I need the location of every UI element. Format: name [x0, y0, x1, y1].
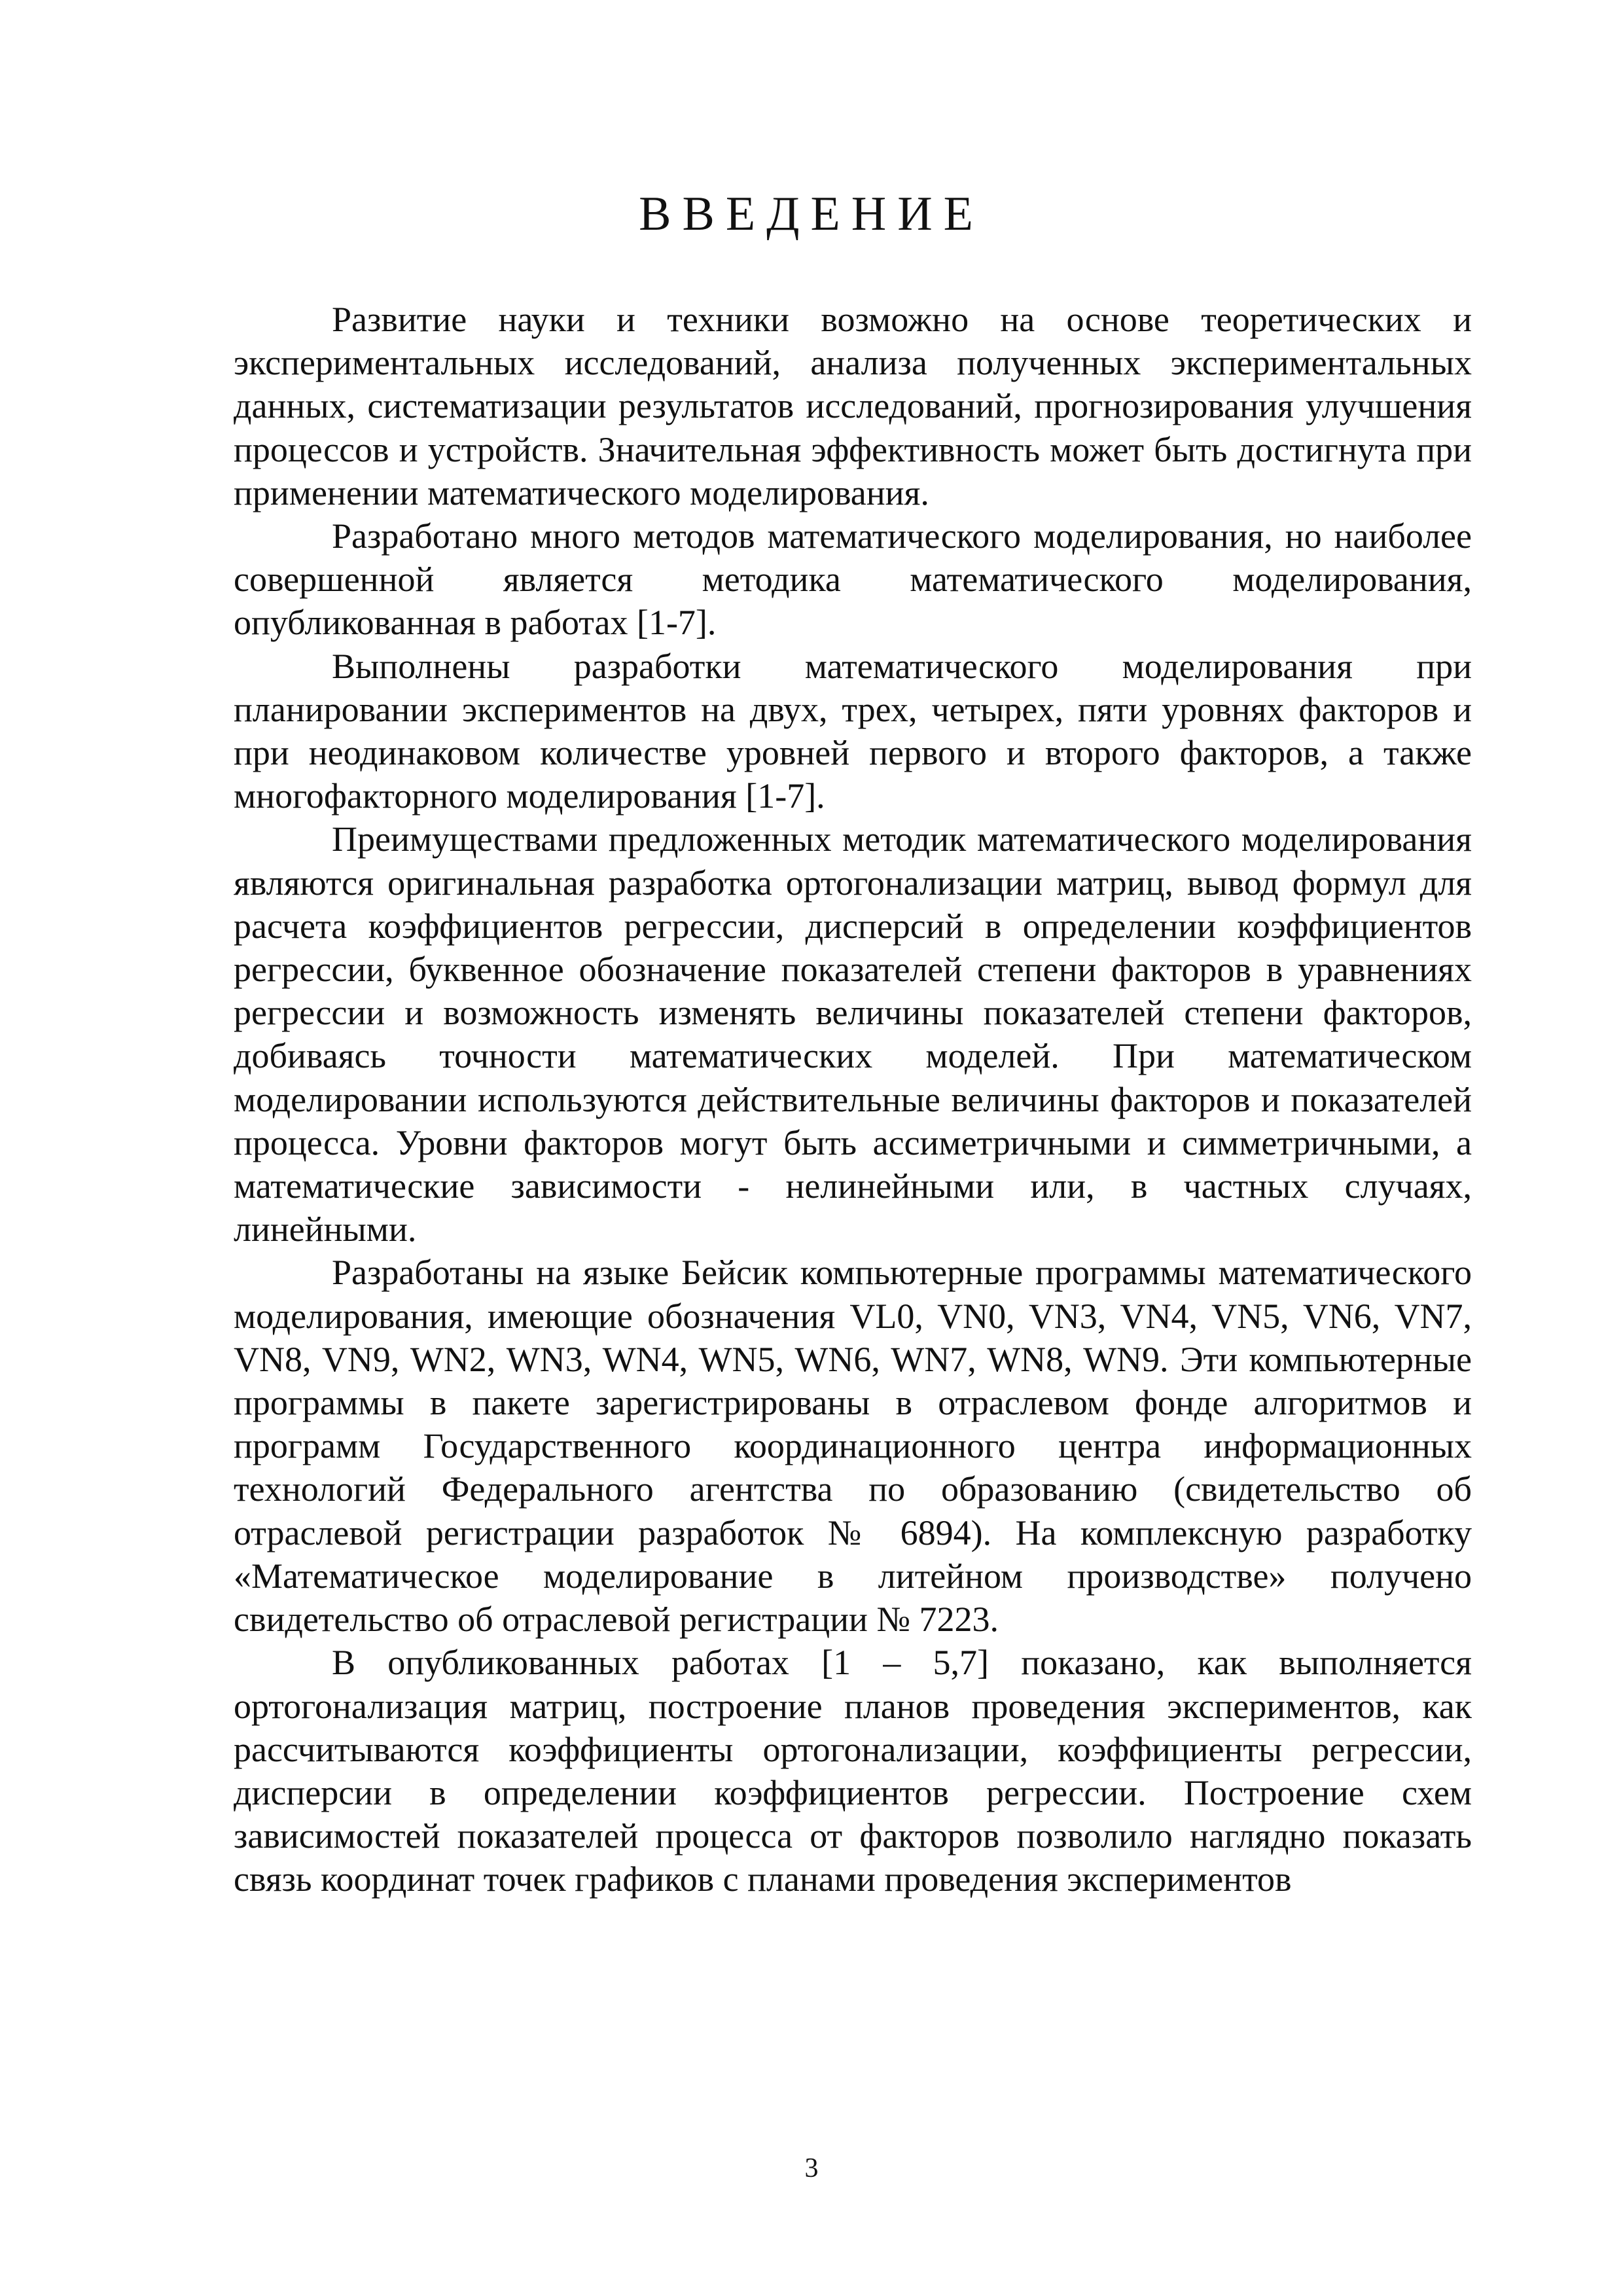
paragraph-6: В опубликованных работах [1 – 5,7] показано, как выполняется ортогонализация матриц, построение планов проведения экспериментов, как рассчитываются коэффициенты ортогонализации, коэффициенты регрессии, дисперсии в определении коэффициентов регрессии. Построение схем зависимостей показателей процесса от факторов позволило наглядно показать связь координат точек графиков с планами проведения экспериментов: [234, 1643, 1472, 1899]
page-title: ВВЕДЕНИЕ: [639, 187, 984, 241]
paragraph-2: Разработано много методов математического моделирования, но наиболее совершенной является методика математического моделирования, опубликованная в работах [1-7].: [234, 516, 1472, 643]
body-text: [234, 298, 1472, 1901]
paragraph-3: Выполнены разработки математического моделирования при планировании экспериментов на двух, трех, четырех, пяти уровнях факторов и при неодинаковом количестве уровней первого и второго факторов, а также многофакторного моделирования [1-7].: [234, 646, 1472, 816]
paragraph-4: Преимуществами предложенных методик математического моделирования являются оригинальная разработка ортогонализации матриц, вывод формул для расчета коэффициентов регрессии, дисперсий в определении коэффициентов регрессии, буквенное обозначение показателей степени факторов в уравнениях регрессии и возможность изменять величины показателей степени факторов, добиваясь точности математических моделей. При математическом моделировании используются действительные величины факторов и показателей процесса. Уровни факторов могут быть ассиметричными и симметричными, а математические зависимости - нелинейными или, в частных случаях, линейными.: [234, 819, 1472, 1249]
paragraph-5: Разработаны на языке Бейсик компьютерные программы математического моделирования, имеющие обозначения VL0, VN0, VN3, VN4, VN5, VN6, VN7, VN8, VN9, WN2, WN3, WN4, WN5, WN6, WN7, WN8, WN9. Эти компьютерные программы в пакете зарегистрированы в отраслевом фонде алгоритмов и программ Государственного координационного центра информационных технологий Федерального агентства по образованию (свидетельство об отраслевой регистрации разработок № 6894). На комплексную разработку «Математическое моделирование в литейном производстве» получено свидетельство об отраслевой регистрации № 7223.: [234, 1253, 1472, 1640]
page-number: 3: [804, 2153, 819, 2183]
paragraph-1: Развитие науки и техники возможно на основе теоретических и экспериментальных исследований, анализа полученных экспериментальных данных, систематизации результатов исследований, прогнозирования улучшения процессов и устройств. Значительная эффективность может быть достигнута при применении математического моделирования.: [234, 300, 1472, 512]
